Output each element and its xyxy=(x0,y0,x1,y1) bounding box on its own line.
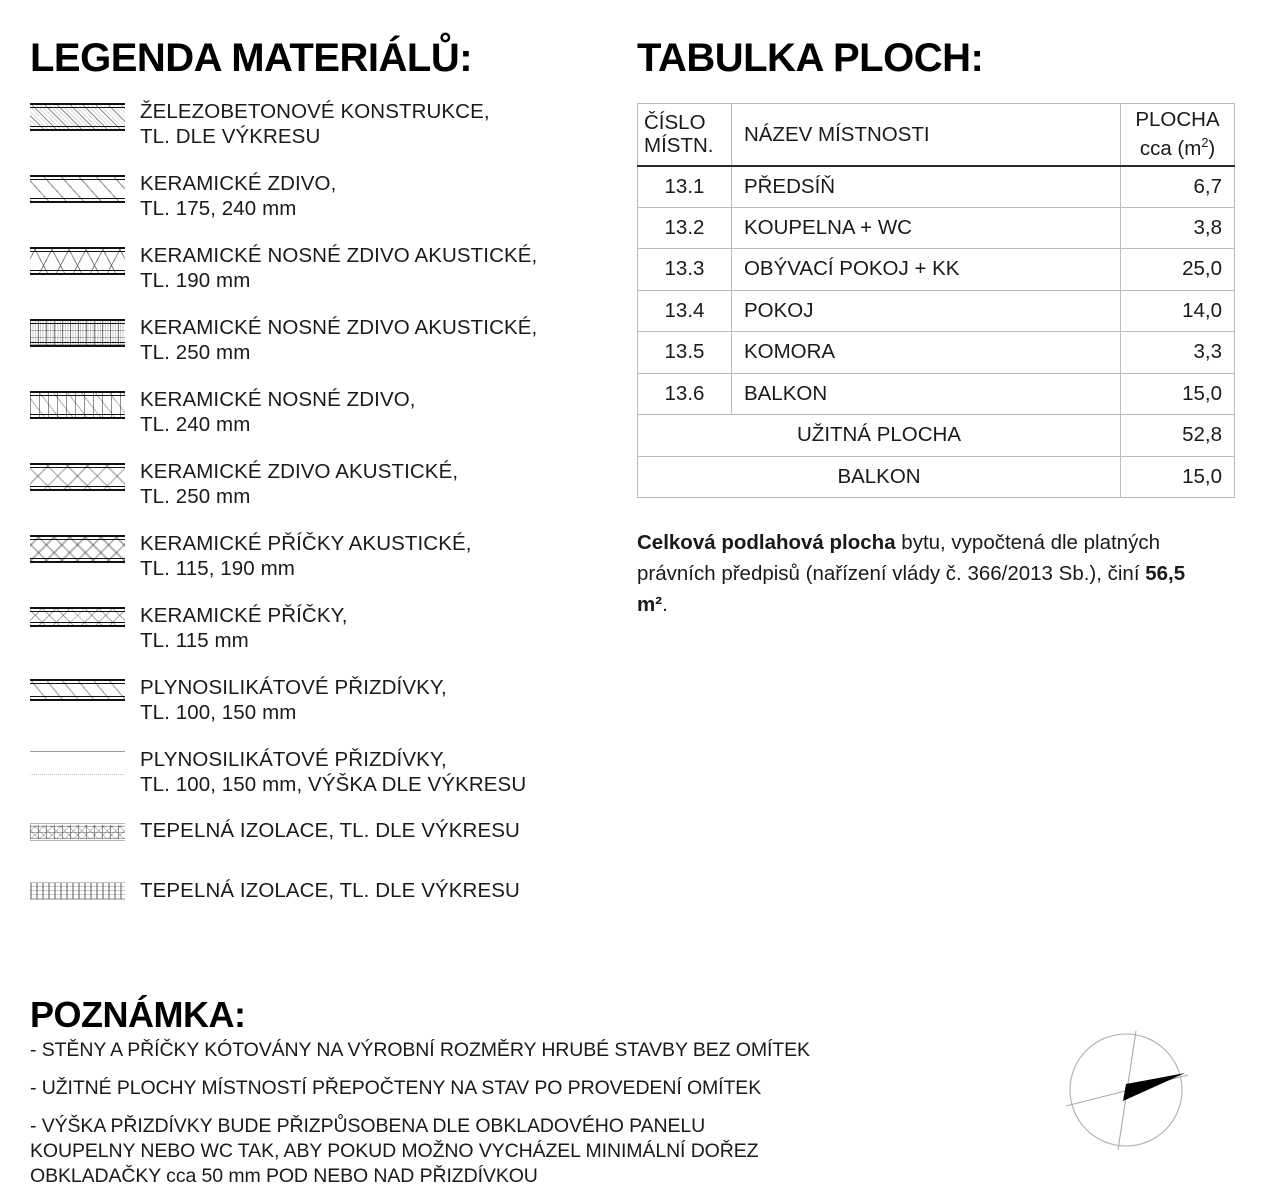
ceramic-acoustic-loadbearing-250-hatch-icon xyxy=(30,316,125,350)
legend-line: TL. 190 mm xyxy=(140,269,251,292)
header-cell-number xyxy=(638,104,732,166)
legend-line: ŽELEZOBETONOVÉ KONSTRUKCE, xyxy=(140,100,490,123)
table-summary-row xyxy=(638,456,1235,498)
table-row xyxy=(638,249,1235,291)
thermal-insulation-octagon-hatch-icon xyxy=(30,820,125,844)
ceramic-partition-115-hatch-icon xyxy=(30,604,125,630)
legend-line: KERAMICKÉ ZDIVO, xyxy=(140,172,337,195)
legend-line: KERAMICKÉ NOSNÉ ZDIVO AKUSTICKÉ, xyxy=(140,316,538,339)
note-line: OBKLADAČKY cca 50 mm POD NEBO NAD PŘIZDÍVKOU xyxy=(30,1165,538,1187)
legend-line: TL. 175, 240 mm xyxy=(140,197,297,220)
notes-list xyxy=(30,1038,1020,1203)
cell-room-number: 13.2 xyxy=(638,207,732,249)
legend-item xyxy=(30,878,630,912)
legend-item-label xyxy=(140,98,490,149)
note-line: - UŽITNÉ PLOCHY MÍSTNOSTÍ PŘEPOČTENY NA STAV PO PROVEDENÍ OMÍTEK xyxy=(30,1077,762,1099)
table-header-row xyxy=(638,104,1235,166)
ceramic-acoustic-masonry-250-hatch-icon xyxy=(30,460,125,494)
legend-item xyxy=(30,818,630,852)
areas-table xyxy=(637,103,1235,498)
legend-item-label xyxy=(140,602,348,653)
cell-room-area: 3,8 xyxy=(1121,207,1235,249)
areas-table-header xyxy=(638,104,1235,166)
legend-line: KERAMICKÉ PŘÍČKY AKUSTICKÉ, xyxy=(140,532,472,555)
legend-item xyxy=(30,314,630,365)
legend-item xyxy=(30,458,630,509)
cell-room-area: 15,0 xyxy=(1121,373,1235,415)
cell-summary-label: BALKON xyxy=(638,456,1121,498)
table-summary-row xyxy=(638,415,1235,457)
ceramic-acoustic-loadbearing-190-hatch-icon xyxy=(30,244,125,278)
cell-room-name: POKOJ xyxy=(731,290,1120,332)
legend-line: KERAMICKÉ NOSNÉ ZDIVO, xyxy=(140,388,416,411)
legend-item xyxy=(30,602,630,653)
north-arrow-icon xyxy=(1060,1028,1200,1168)
legend-line: KERAMICKÉ PŘÍČKY, xyxy=(140,604,348,627)
table-row xyxy=(638,166,1235,208)
note-line: KOUPELNY NEBO WC TAK, ABY POKUD MOŽNO VYCHÁZEL MINIMÁLNÍ DOŘEZ xyxy=(30,1140,759,1162)
legend-item-label xyxy=(140,386,416,437)
notes-title: POZNÁMKA: xyxy=(30,994,246,1035)
areas-table-body xyxy=(638,166,1235,498)
legend-title: LEGENDA MATERIÁLŮ: xyxy=(30,36,473,80)
note-item xyxy=(30,1076,1020,1100)
legend-item xyxy=(30,674,630,725)
legend-item-label xyxy=(140,242,537,293)
cell-room-number: 13.4 xyxy=(638,290,732,332)
legend-item-label xyxy=(140,818,520,843)
legend-line: PLYNOSILIKÁTOVÉ PŘIZDÍVKY, xyxy=(140,676,447,699)
legend-item-label xyxy=(140,674,447,725)
areas-table-title: TABULKA PLOCH: xyxy=(637,36,984,80)
legend-line: TL. 115, 190 mm xyxy=(140,557,295,580)
cell-room-name: BALKON xyxy=(731,373,1120,415)
cell-room-name: KOUPELNA + WC xyxy=(731,207,1120,249)
legend-item-label xyxy=(140,530,472,581)
legend-item-label xyxy=(140,878,520,903)
cell-summary-area: 15,0 xyxy=(1121,456,1235,498)
legend-line: TL. 240 mm xyxy=(140,413,251,436)
legend-line: KERAMICKÉ ZDIVO AKUSTICKÉ, xyxy=(140,460,459,483)
header-cell-area xyxy=(1121,104,1235,166)
aerated-silicate-hatch-icon xyxy=(30,676,125,704)
cell-room-area: 6,7 xyxy=(1121,166,1235,208)
legend-item xyxy=(30,746,630,797)
legend-item xyxy=(30,170,630,221)
ceramic-masonry-hatch-icon xyxy=(30,172,125,206)
header-area-line1: PLOCHA xyxy=(1135,108,1220,132)
cell-room-number: 13.1 xyxy=(638,166,732,208)
total-note-middle: bytu, vypočtená dle platných právních předpisů (nařízení vlády č. 366/2013 Sb.), činí xyxy=(637,531,1160,585)
legend-item xyxy=(30,242,630,293)
ceramic-acoustic-partition-hatch-icon xyxy=(30,532,125,566)
note-item xyxy=(30,1114,1020,1189)
legend-line: TL. DLE VÝKRESU xyxy=(140,125,321,148)
header-cell-name: NÁZEV MÍSTNOSTI xyxy=(731,104,1120,166)
legend-line: TL. 100, 150 mm xyxy=(140,701,297,724)
legend-list xyxy=(30,98,630,933)
square-exponent: 2 xyxy=(1201,135,1209,151)
thermal-insulation-dense-hatch-icon xyxy=(30,880,125,902)
ceramic-loadbearing-240-hatch-icon xyxy=(30,388,125,422)
table-row xyxy=(638,332,1235,374)
cell-room-number: 13.6 xyxy=(638,373,732,415)
header-number-line2: MÍSTN. xyxy=(644,134,714,158)
legend-line: TL. 250 mm xyxy=(140,485,251,508)
cell-room-number: 13.5 xyxy=(638,332,732,374)
cell-room-name: OBÝVACÍ POKOJ + KK xyxy=(731,249,1120,291)
total-note-lead: Celková podlahová plocha xyxy=(637,531,896,554)
legend-line: TL. 100, 150 mm, VÝŠKA DLE VÝKRESU xyxy=(140,773,527,796)
cell-room-name: KOMORA xyxy=(731,332,1120,374)
cell-room-area: 25,0 xyxy=(1121,249,1235,291)
total-note-value: 56,5 m² xyxy=(637,562,1186,616)
cell-room-name: PŘEDSÍŇ xyxy=(731,166,1120,208)
reinforced-concrete-hatch-icon xyxy=(30,100,125,134)
header-number-line1: ČÍSLO xyxy=(644,111,706,135)
cell-summary-label: UŽITNÁ PLOCHA xyxy=(638,415,1121,457)
legend-line: TEPELNÁ IZOLACE, TL. DLE VÝKRESU xyxy=(140,819,520,842)
legend-item-label xyxy=(140,746,526,797)
table-row xyxy=(638,207,1235,249)
legend-line: TEPELNÁ IZOLACE, TL. DLE VÝKRESU xyxy=(140,879,520,902)
table-row xyxy=(638,373,1235,415)
total-note-end: . xyxy=(662,593,668,616)
legend-line: KERAMICKÉ NOSNÉ ZDIVO AKUSTICKÉ, xyxy=(140,244,538,267)
legend-item xyxy=(30,530,630,581)
legend-item-label xyxy=(140,458,458,509)
legend-item-label xyxy=(140,314,537,365)
cell-summary-area: 52,8 xyxy=(1121,415,1235,457)
cell-room-number: 13.3 xyxy=(638,249,732,291)
table-row xyxy=(638,290,1235,332)
legend-line: TL. 250 mm xyxy=(140,341,251,364)
aerated-silicate-height-hatch-icon xyxy=(30,748,125,778)
legend-line: TL. 115 mm xyxy=(140,629,249,652)
note-item xyxy=(30,1038,1020,1062)
legend-item-label xyxy=(140,170,336,221)
note-line: - VÝŠKA PŘIZDÍVKY BUDE PŘIZPŮSOBENA DLE OBKLADOVÉHO PANELU xyxy=(30,1115,706,1137)
cell-room-area: 14,0 xyxy=(1121,290,1235,332)
note-line: - STĚNY A PŘÍČKY KÓTOVÁNY NA VÝROBNÍ ROZMĚRY HRUBÉ STAVBY BEZ OMÍTEK xyxy=(30,1039,810,1061)
legend-item xyxy=(30,98,630,149)
cell-room-area: 3,3 xyxy=(1121,332,1235,374)
total-floor-area-note xyxy=(637,527,1212,620)
legend-line: PLYNOSILIKÁTOVÉ PŘIZDÍVKY, xyxy=(140,748,447,771)
header-area-line2: cca $(m^2)$ xyxy=(1139,135,1216,161)
legend-item xyxy=(30,386,630,437)
